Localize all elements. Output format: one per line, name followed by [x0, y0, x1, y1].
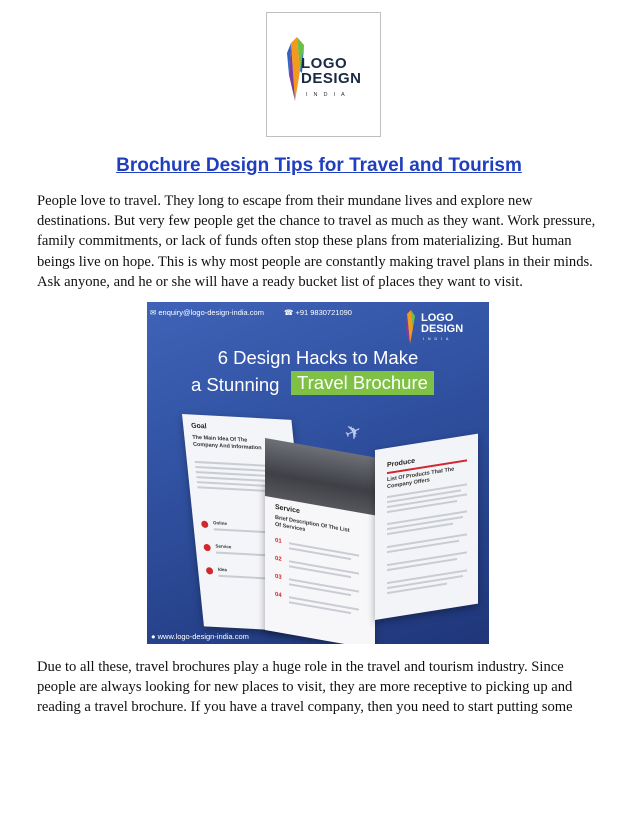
brochure-goal-heading: Goal [190, 422, 208, 431]
banner-logo-line2: DESIGN [421, 323, 464, 335]
banner-email: ✉ enquiry@logo-design-india.com [150, 308, 264, 317]
brochure-num-3: 03 [275, 573, 282, 581]
paragraph-intro: People love to travel. They long to escape from their mundane lives and explore new destinations. But very few people get the chance to travel as much as they want. Work pressure, family commitments, or lack of funds often stop these plans from materializing. But human beings live on hope. This is why most people are constantly making travel plans in their minds. Ask anyone, and he or she will have a ready bucket list of places they want to visit. [37, 193, 596, 290]
banner-website: ● www.logo-design-india.com [151, 632, 249, 641]
brochure-produce-heading: Produce [387, 457, 416, 470]
paragraph-body: Due to all these, travel brochures play a huge role in the travel and tourism industry. Since people are always looking for new places to visit, they are more receptive to picking up and reading a travel brochure. If you have a travel company, then you need to start putting some [37, 659, 573, 716]
brochure-num-4: 04 [275, 591, 282, 599]
brochure-item-online: Online [212, 520, 228, 527]
banner-logo-line1: LOGO [421, 312, 454, 324]
brochure-produce-sub: List Of Products That The Company Offers [387, 466, 455, 490]
brochure-middle-panel [265, 480, 375, 644]
banner-image [147, 302, 489, 644]
logo-box [266, 12, 381, 137]
banner-logo [401, 306, 481, 348]
banner-phone: ☎ +91 9830721090 [284, 308, 352, 317]
airplane-icon: ✈ [341, 419, 366, 447]
brochure-goal-sub: The Main Idea Of The Company And Information [192, 434, 262, 451]
banner-headline-2: a Stunning [191, 374, 280, 395]
banner-logo-sub: INDIA [423, 337, 453, 341]
logo-sub: INDIA [306, 92, 351, 98]
brochure-num-1: 01 [275, 537, 282, 545]
banner-headline-accent: Travel Brochure [291, 371, 434, 395]
logo-line2: DESIGN [301, 70, 362, 87]
banner-headline-1: 6 Design Hacks to Make [217, 347, 419, 368]
banner-phone-text: +91 9830721090 [295, 308, 352, 317]
brochure-item-service: Service [215, 543, 232, 550]
logo-line1: LOGO [301, 55, 348, 72]
brochure-photo [265, 438, 375, 515]
brochure-num-2: 02 [275, 555, 282, 563]
banner-website-text: www.logo-design-india.com [157, 632, 249, 641]
page-title[interactable]: Brochure Design Tips for Travel and Tourism [116, 155, 522, 176]
brochure-item-idea: Idea [217, 566, 228, 573]
brochure-service-sub: Brief Description Of The List Of Services [275, 514, 350, 534]
brochure-right-panel [375, 434, 478, 620]
banner-email-text: enquiry@logo-design-india.com [158, 308, 264, 317]
brochure-service-heading: Service [275, 503, 300, 516]
banner-logo-mark-icon [401, 308, 421, 348]
